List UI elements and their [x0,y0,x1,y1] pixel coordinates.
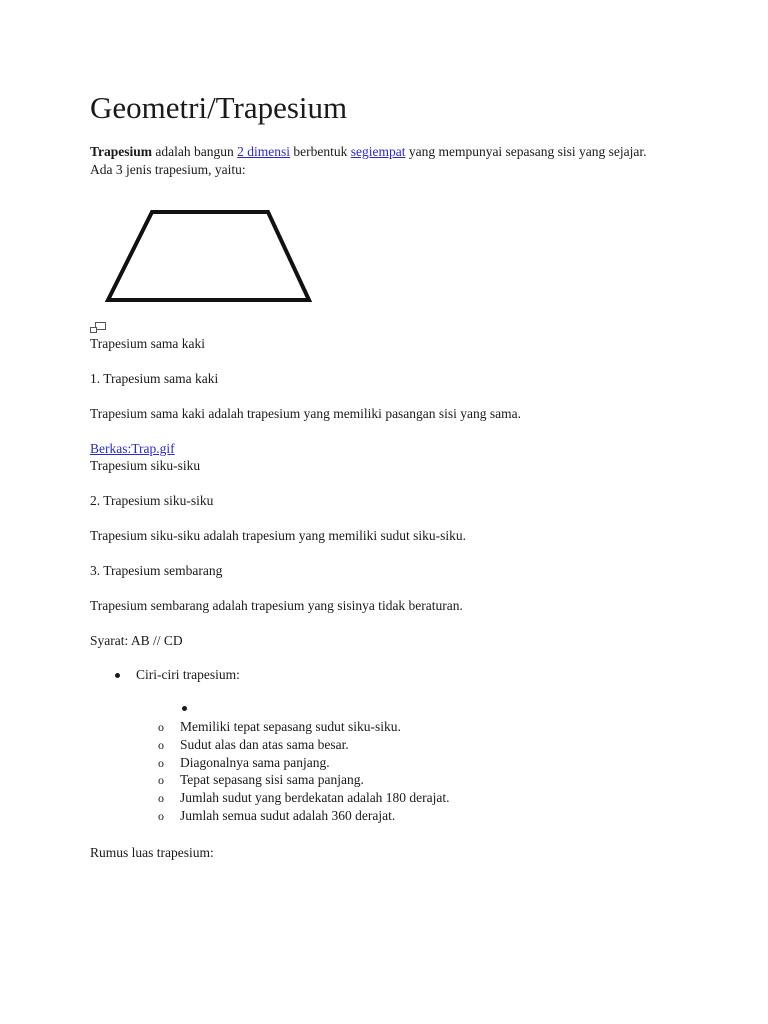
intro-text-2: berbentuk [289,144,351,159]
ciri-label: Ciri-ciri trapesium: [136,667,240,682]
desc-item-3: Trapesium sembarang adalah trapesium yang sisinya tidak beraturan. [90,598,463,613]
empty-bullet-dot-icon [182,706,187,711]
ciri-text: Sudut alas dan atas sama besar. [180,736,349,752]
circle-marker-icon: o [158,755,164,770]
circle-marker-icon: o [158,808,164,823]
heading-item-3: 3. Trapesium sembarang [90,563,223,578]
ciri-sub-list [90,718,450,825]
heading-item-2: 2. Trapesium siku-siku [90,493,214,508]
ciri-text: Memiliki tepat sepasang sudut siku-siku. [180,719,401,734]
ciri-text: Jumlah semua sudut adalah 360 derajat. [180,807,396,823]
link-segiempat[interactable]: segiempat [350,144,406,159]
circle-marker-icon: o [158,737,164,752]
circle-marker-icon: o [158,791,164,806]
circle-marker-icon: o [158,720,164,734]
file-link-trap-gif[interactable]: Berkas:Trap.gif [90,441,175,456]
list-item [90,718,450,736]
syarat-text: Syarat: AB // CD [90,633,183,648]
enlarge-icon[interactable] [90,322,106,334]
bullet-dot-icon [115,673,120,678]
ciri-text: Diagonalnya sama panjang. [180,754,330,770]
list-item [90,807,450,825]
rumus-text: Rumus luas trapesium: [90,845,214,860]
list-item [90,736,450,754]
list-item [90,771,450,789]
intro-text-3: yang mempunyai sepasang sisi yang sejajar. Ada 3 jenis trapesium, yaitu: [90,144,647,177]
file-link-paragraph [90,440,175,458]
trapezoid-image[interactable] [100,204,324,304]
page-title: Geometri/Trapesium [90,90,348,125]
ciri-text: Jumlah sudut yang berdekatan adalah 180 derajat. [180,790,450,806]
intro-paragraph [90,143,670,179]
circle-marker-icon: o [158,773,164,788]
desc-item-2: Trapesium siku-siku adalah trapesium yang memiliki sudut siku-siku. [90,528,466,543]
caption-sama-kaki: Trapesium sama kaki [90,336,205,351]
desc-item-1: Trapesium sama kaki adalah trapesium yang memiliki pasangan sisi yang sama. [90,406,522,421]
heading-item-1: 1. Trapesium sama kaki [90,371,219,386]
list-item [90,789,450,807]
intro-bold-term: Trapesium [90,144,153,159]
intro-text-1: adalah bangun [152,144,238,159]
ciri-label-item [90,666,240,684]
caption-siku-siku: Trapesium siku-siku [90,458,201,473]
list-item [90,754,450,772]
ciri-bullet-list [90,666,240,684]
ciri-text: Tepat sepasang sisi sama panjang. [180,772,364,788]
link-2-dimensi[interactable]: 2 dimensi [237,144,290,159]
